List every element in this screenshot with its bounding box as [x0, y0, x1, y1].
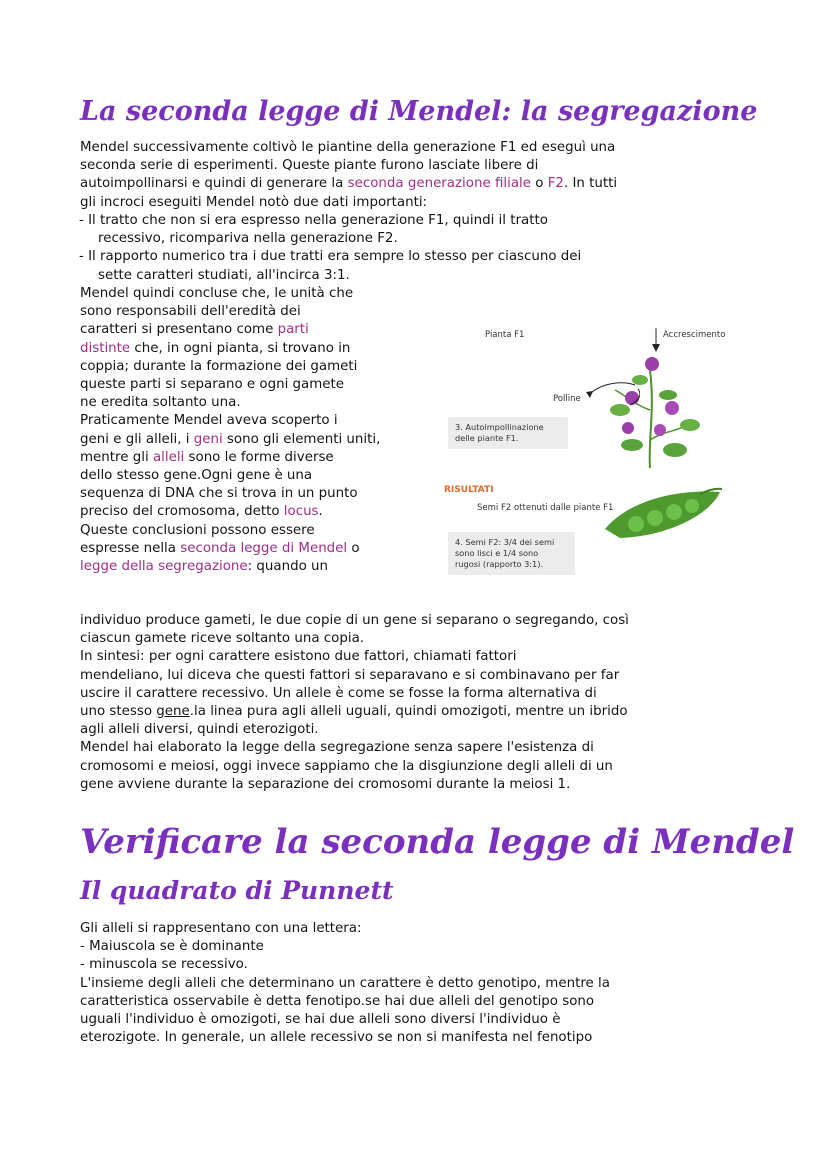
pea-pod-illustration — [600, 484, 725, 542]
figure-label-pianta: Pianta F1 — [485, 330, 525, 340]
semi-caption: Semi F2 ottenuti dalle piante F1 — [477, 503, 614, 513]
section-subtitle: Il quadrato di Punnett — [80, 876, 394, 905]
mendel-experiment-figure — [440, 322, 740, 584]
list-item: - Il rapporto numerico tra i due tratti era sempre lo stesso per ciascuno dei — [79, 249, 582, 265]
intro-paragraph: Mendel successivamente coltivò le piantine della generazione F1 ed eseguì una seconda serie di esperimenti. Queste piante furono lasciate libere di autoimpollinarsi e quindi di generare la seconda generazione filiale o F2. In tutti gli incroci eseguiti Mendel notò due dati importanti: — [80, 140, 618, 210]
punnett-paragraph: Gli alleli si rappresentano con una lettera: - Maiuscola se è dominante - minuscola se recessivo. L'insieme degli alleli che determinano un carattere è detto genotipo, mentre la caratteristica osservabile è detta fenotipo.se hai due alleli del genotipo sono uguali l'individuo è omozigoti, se hai due alleli sono diversi l'individuo è eterozigote. In generale, un allele recessivo se non si manifesta nel fenotipo — [80, 921, 610, 1046]
list-item: - Il tratto che non si era espresso nella generazione F1, quindi il tratto — [79, 213, 548, 228]
figure-label-accrescimento: Accrescimento — [663, 330, 726, 340]
conclusion-paragraph: Mendel quindi concluse che, le unità che sono responsabili dell'eredità dei caratteri si presentano come parti distinte che, in ogni pianta, si trovano in coppia; durante la formazione dei gameti queste parti si separano e ogni gamete ne eredita soltanto una. Praticamente Mendel aveva scoperto i geni e gli alleli, i geni sono gli elementi uniti, mentre gli alleli sono le forme diverse dello stesso gene.Ogni gene è una sequenza di DNA che si trova in un punto preciso del cromosoma, detto locus. Queste conclusioni possono essere espresse nella seconda legge di Mendel o legge della segregazione: quando un — [80, 286, 381, 575]
step-3-box: 3. Autoimpollinazione delle piante F1. — [448, 417, 568, 449]
step-4-box: 4. Semi F2: 3/4 dei semi sono lisci e 1/4 sono rugosi (rapporto 3:1). — [448, 532, 575, 575]
curved-arrow-icon — [580, 380, 640, 410]
observation-list: - Il tratto che non si era espresso nella generazione F1, quindi il tratto recessivo, ricompariva nella generazione F2. - Il rapporto numerico tra i due tratti era sempre lo stesso per ciascuno dei sette caratteri studiati, all'incirca 3:1. — [80, 212, 760, 285]
risultati-label: RISULTATI — [444, 485, 494, 495]
figure-label-polline: Polline — [553, 394, 581, 404]
section-title-2: Verificare la seconda legge di Mendel — [80, 822, 795, 862]
pea-plant-illustration — [580, 350, 720, 470]
arrow-down-icon — [652, 328, 660, 352]
segregation-paragraph: individuo produce gameti, le due copie di un gene si separano o segregando, così ciascun gamete riceve soltanto una copia. In sintesi: per ogni carattere esistono due fattori, chiamati fattori mendeliano, lui diceva che questi fattori si separavano e si combinavano per far uscire il carattere recessivo. Un allele è come se fosse la forma alternativa di uno stesso gene.la linea pura agli alleli uguali, quindi omozigoti, mentre un ibrido agli alleli diversi, quindi eterozigoti. Mendel hai elaborato la legge della segregazione senza sapere l'esistenza di cromosomi e meiosi, oggi invece sappiamo che la disgiunzione degli alleli di un gene avviene durante la separazione dei cromosomi durante la meiosi 1. — [80, 613, 629, 792]
section-title: La seconda legge di Mendel: la segregazione — [80, 96, 758, 127]
